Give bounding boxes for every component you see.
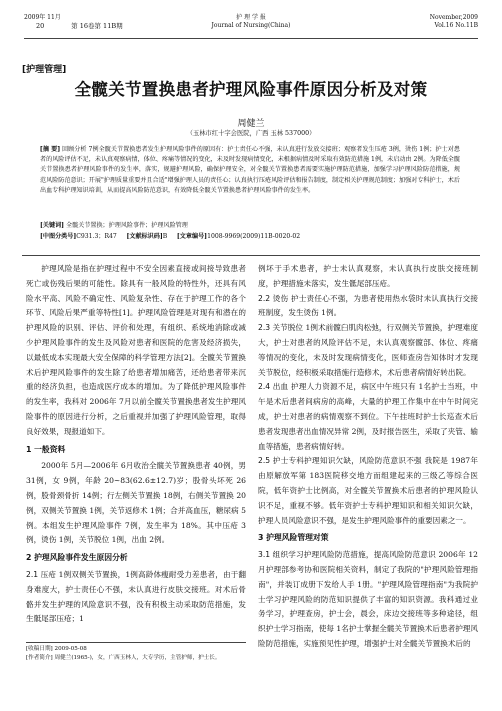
article-no-label: [文章编号] [176,233,208,240]
keywords: 全髋关节置换；护理风险事件；护理风险管理 [66,222,188,229]
bleeding-text: 护理人力资源不足，病区中午班只有 1名护士当班，中午是术后患者间病房的高峰，大量的护理工作集中在中午时间完成，护士对患者的病情观察不到位。下午挂班时护士长巡查术后患者发现患者出血情况异常 2例，及时报告医生，采取了夹管、输血等措施，患者病情好转。 [258,382,478,451]
heading-general-data: 1 一般资料 [26,444,66,454]
subheading-knowledge: 2.5 护士专科护理知识欠缺，风险防范意识不强 [258,456,422,466]
header-journal-en: Journal of Nursing(China) [211,22,291,29]
bio-label: [作者简介] [26,655,53,661]
intro-paragraph: 护理风险是指在护理过程中不安全因素直接或间接导致患者死亡或伤残后果的可能性。除具有一般风险的特性外，还具有风险水平高、风险不确定性、风险复杂性、存在于护理工作的各个环节、风险后果严重等特性[1]。护理风险管理是对现有和潜在的护理风险的识别、评估、评价和处理，有组织、系统地消除或减少护理风险事件的发生及风险对患者和医院的危害及经济损失，以最低成本实现最大安全保障的科学管理方法[2]。全髋关节置换术后护理风险事件的发生除了给患者增加痛苦，还给患者带来沉重的经济负担，也造成医疗成本的增加。为了降低护理风险事件的发生率，我科对 2006年 7月以前全髋关节置换患者发生护理风险事件的原因进行分析，之后重视并加强了护理风险管理，取得良好效果，现报道如下。 [26,264,246,436]
abstract-label: [摘 要] [40,146,61,153]
author-bio: 周健兰(1965-)，女，广西玉林人，大专学历，主管护师，护士长。 [54,655,221,661]
subheading-bleeding: 2.4 出血 [258,382,289,392]
divider [22,255,480,256]
header-date-cn: 2009年 11月 [24,14,61,21]
page-number: 20 [36,22,45,30]
received-date: 2009-05-08 [54,646,87,652]
classification-line [40,232,460,242]
left-column [26,262,246,627]
abstract [40,145,460,196]
running-header [24,12,478,39]
pressure-ulcer-continued: 例坏于手术患者，护士未认真观察，未认真执行皮肤交接班制度，护理措施未落实，发生骶尾部压疮。 [258,264,478,288]
heading-countermeasures: 3 护理风险管理对策 [258,533,329,543]
affiliation: （玉林市红十字会医院，广西 玉林 537000） [186,130,316,137]
subheading-burn: 2.2 烫伤 [258,293,289,303]
author: 周健兰 [237,119,265,129]
header-date-en: November,2009 [429,14,478,21]
dislocation-text: 1例术前髋臼肌肉松弛，行双侧关节置换，护理难度大，护士对患者的风险评估不足，未认真观察髋部、体位、疼痛等情况的变化，未及时发现病情变化，医师查房告知体时才发现关节脱位，经积极采取措施行造修术，术后患者病情好转出院。 [258,323,478,377]
knowledge-text: 我院是 1987年由原解放军第 183医院移交地方而组建起来的三级乙等综合医院，低年资护士比例高，对全髋关节置换术后患者的护理风险认识不足，重视不够。低年资护士专科护理知识和相关知识欠缺，护理人员风险意识不强，是发生护理风险事件的重要因素之一。 [258,456,478,525]
keywords-line [40,221,460,231]
general-data-paragraph: 2000年 5月—2006年 6月收治全髋关节置换患者 40例，男 31例，女 9例，年龄 20~83(62.6±12.7)岁；股骨头坏死 26例，股骨颈骨折 14例；行左侧关节置换 18例，右侧关节置换 20例，双侧关节置换 1例，关节返修术 1例；合并高血压，糖尿病 5例。本组发生护理风险事件 7例，发生率为 18%。其中压疮 3例，烫伤 1例，关节脱位 1例，出血 2例。 [26,461,246,545]
subheading-pressure-ulcer: 2.1 压疮 [26,569,57,579]
doc-code-label: [文献标识码] [126,233,163,240]
keywords-label: [关键词] [40,222,65,229]
heading-cause-analysis: 2 护理风险事件发生原因分析 [26,553,128,563]
burn-text: 护士责任心不强，为患者使用热水袋时未认真执行交接班制度，发生烫伤 1例。 [258,293,478,318]
footnote [26,642,246,663]
article-no: 1008-9969(2009)11B-0020-02 [207,233,301,240]
article-title: 全髋关节置换患者护理风险事件原因分析及对策 [74,80,428,99]
right-column [258,262,478,652]
pressure-ulcer-text: 1例双侧关节置换，1例高龄体瘦耐受力差患者，由于翻身难度大，护士责任心不强，未认真进行皮肤交接班。对术后骨骼并发生护理的风险意识不强，没有积极主动采取防范措施，发生骶尾部压疮；1 [26,569,246,624]
clc: C931.3；R47 [76,233,117,240]
header-volume-cn: 第 16卷第 11B期 [71,22,123,30]
study-text: 2006年 12月护理部参考协和医院相关资料，制定了我院的"护理风险管理指南"，并装订成册下发给人手 1册。"护理风险管理指南"为我院护士学习护理风险的防范知识提供了丰富的知识资源。我科通过业务学习，护理查房，护士会，晨会，床边交接班等多种途径，组织护士学习指南，使每 1名护士掌握全髋关节置换术后患者护理风险防范措施，实施预见性护理，增强护士对全髋关节置换术后的 [258,550,478,648]
abstract-text: 回顾分析 7例全髋关节置换患者发生护理风险事件的原因有：护士责任心不强，未认真进行发放交接班；观察者发生压疮 3例，烫伤 1例；护士对患者的风险评估不足，未认真观察病情，体位、疼痛等情况的变化，未及时发现病情变化，未根据病情及时采取有效防范措施 1例，未启动由 2例。为降低全髋关节置换患者护理风险事件的发生率，落实，规避护理风险，确保护理安全，对全髋关节置换患者需要实施护理防范措施，加强学习护理风险防范措施，规范风险防范意识；开展"护理质量重要并且合适"增强护理人员的责任心；认真执行压疮风险评估和报告制度，制定相关护理规范制度；加强对专科护士，术后出血专科护理知识培训，从而提高风险防范意识，有效降低全髋关节置换患者护理风险事件的发生率。 [40,146,460,194]
subheading-dislocation: 2.3 关节脱位 [258,323,304,333]
received-label: [收稿日期] [26,646,53,652]
header-journal-cn: 护 理 学 报 [236,14,266,21]
subheading-study: 3.1 组织学习护理风险防范措施，提高风险防范意识 [258,550,436,560]
section-tag: [护理管理] [22,65,67,75]
doc-code: B [162,233,168,240]
clc-label: [中图分类号] [40,233,77,240]
header-volume-en: Vol.16 No.11B [434,22,478,29]
